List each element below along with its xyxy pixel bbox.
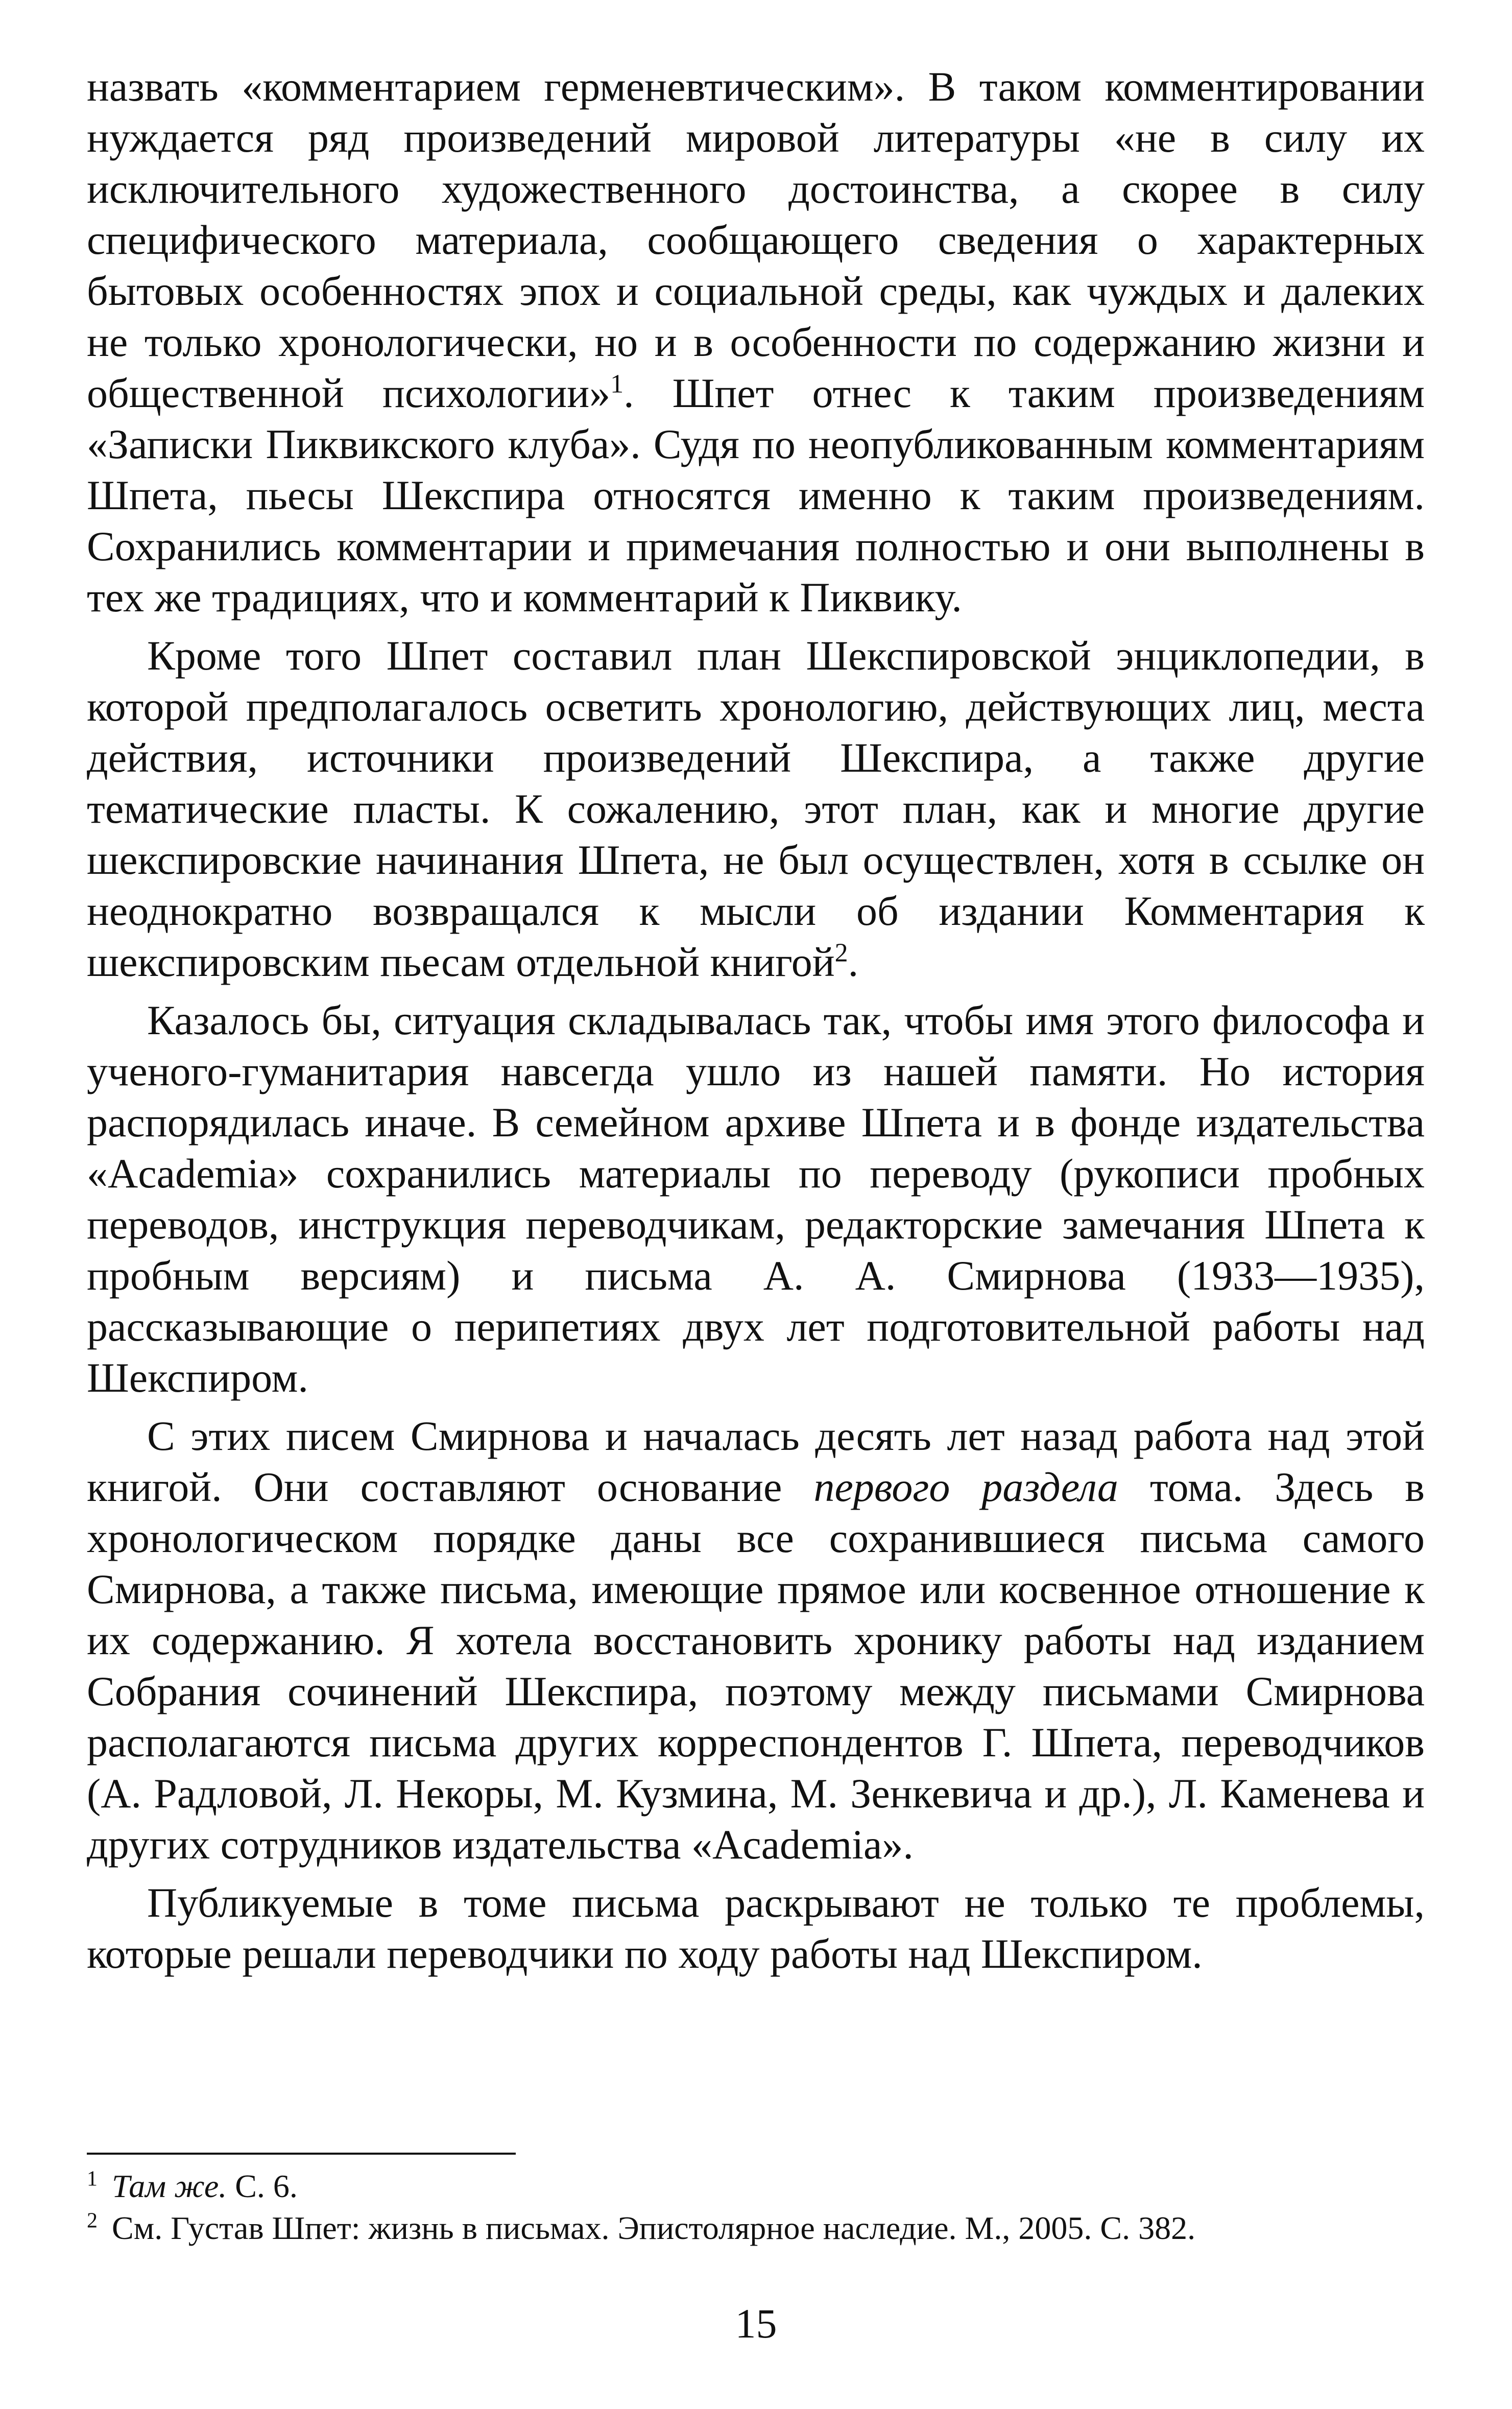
footnote-2 xyxy=(87,2207,1425,2249)
footnote-1 xyxy=(87,2165,1425,2207)
paragraph-4-emphasis: первого раздела xyxy=(813,1464,1118,1510)
paragraph-1 xyxy=(87,61,1425,623)
paragraph-3-text: Казалось бы, ситуация складывалась так, чтобы имя этого философа и ученого-гуманитария навсегда ушло из нашей памяти. Но история распорядилась иначе. В семейном архиве Шпета и в фонде издательства «Academia» сохранились материалы по переводу (рукописи пробных переводов, инструкция переводчикам, редакторские замечания Шпета к пробным версиям) и письма А. А. Смирнова (1933—1935), рассказывающие о перипетиях двух лет подготовительной работы над Шекспиром. xyxy=(87,997,1425,1401)
paragraph-3 xyxy=(87,995,1425,1403)
footnote-divider xyxy=(87,2153,516,2155)
paragraph-1-text: назвать «комментарием герменевтическим». В таком комментировании нуждается ряд произведений мировой литературы «не в силу их исключительного художественного достоинства, а скорее в силу специфического материала, сообщающего сведения о характерных бытовых особенностях эпох и социальной среды, как чуждых и далеких не только хронологически, но и в особенности по содержанию жизни и общественной психологии» xyxy=(87,63,1425,416)
paragraph-5-text: Публикуемые в томе письма раскрывают не только те проблемы, которые решали переводчики по ходу работы над Шекспиром. xyxy=(87,1879,1425,1977)
paragraph-2-text: Кроме того Шпет составил план Шекспировской энциклопедии, в которой предполагалось осветить хронологию, действующих лиц, места действия, источники произведений Шекспира, а также другие тематические пласты. К сожалению, этот план, как и многие другие шекспировские начинания Шпета, не был осуществлен, хотя в ссылке он неоднократно возвращался к мысли об издании Комментария к шекспировским пьесам отдельной книгой xyxy=(87,632,1425,985)
page-body xyxy=(87,61,1425,1987)
paragraph-4-text-start: С этих писем Смирнова и началась десять лет назад работа над этой книгой. Они составляют основание xyxy=(87,1413,1425,1510)
paragraph-4 xyxy=(87,1411,1425,1870)
footnote-2-mark: 2 xyxy=(87,2209,98,2233)
paragraph-2 xyxy=(87,630,1425,988)
paragraph-5 xyxy=(87,1877,1425,1979)
main-text xyxy=(87,61,1425,1979)
page-number: 15 xyxy=(735,2300,777,2347)
footnote-ref-1[interactable]: 1 xyxy=(610,369,624,399)
footnote-1-mark: 1 xyxy=(87,2167,98,2191)
paragraph-4-text-end: тома. Здесь в хронологическом порядке даны все сохранившиеся письма самого Смирнова, а также письма, имеющие прямое или косвенное отношение к их содержанию. Я хотела восстановить хронику работы над изданием Собрания сочинений Шекспира, поэтому между письмами Смирнова располагаются письма других корреспондентов Г. Шпета, переводчиков (А. Радловой, Л. Некоры, М. Кузмина, М. Зенкевича и др.), Л. Каменева и других сотрудников издательства «Academia». xyxy=(87,1464,1425,1868)
footnotes xyxy=(87,2165,1425,2249)
footnote-ref-2[interactable]: 2 xyxy=(834,938,848,968)
paragraph-2-text-end: . xyxy=(848,939,859,985)
footnote-1-emphasis: Там же. xyxy=(112,2168,227,2204)
paragraph-1-text-continued: . Шпет отнес к таким произведениям «Записки Пиквикского клуба». Судя по неопубликованным комментариям Шпета, пьесы Шекспира относятся именно к таким произведениям. Сохранились комментарии и примечания полностью и они выполнены в тех же традициях, что и комментарий к Пиквику. xyxy=(87,370,1425,621)
footnote-1-text: С. 6. xyxy=(227,2168,298,2204)
footnote-2-text: См. Густав Шпет: жизнь в письмах. Эпистолярное наследие. М., 2005. С. 382. xyxy=(112,2210,1196,2246)
